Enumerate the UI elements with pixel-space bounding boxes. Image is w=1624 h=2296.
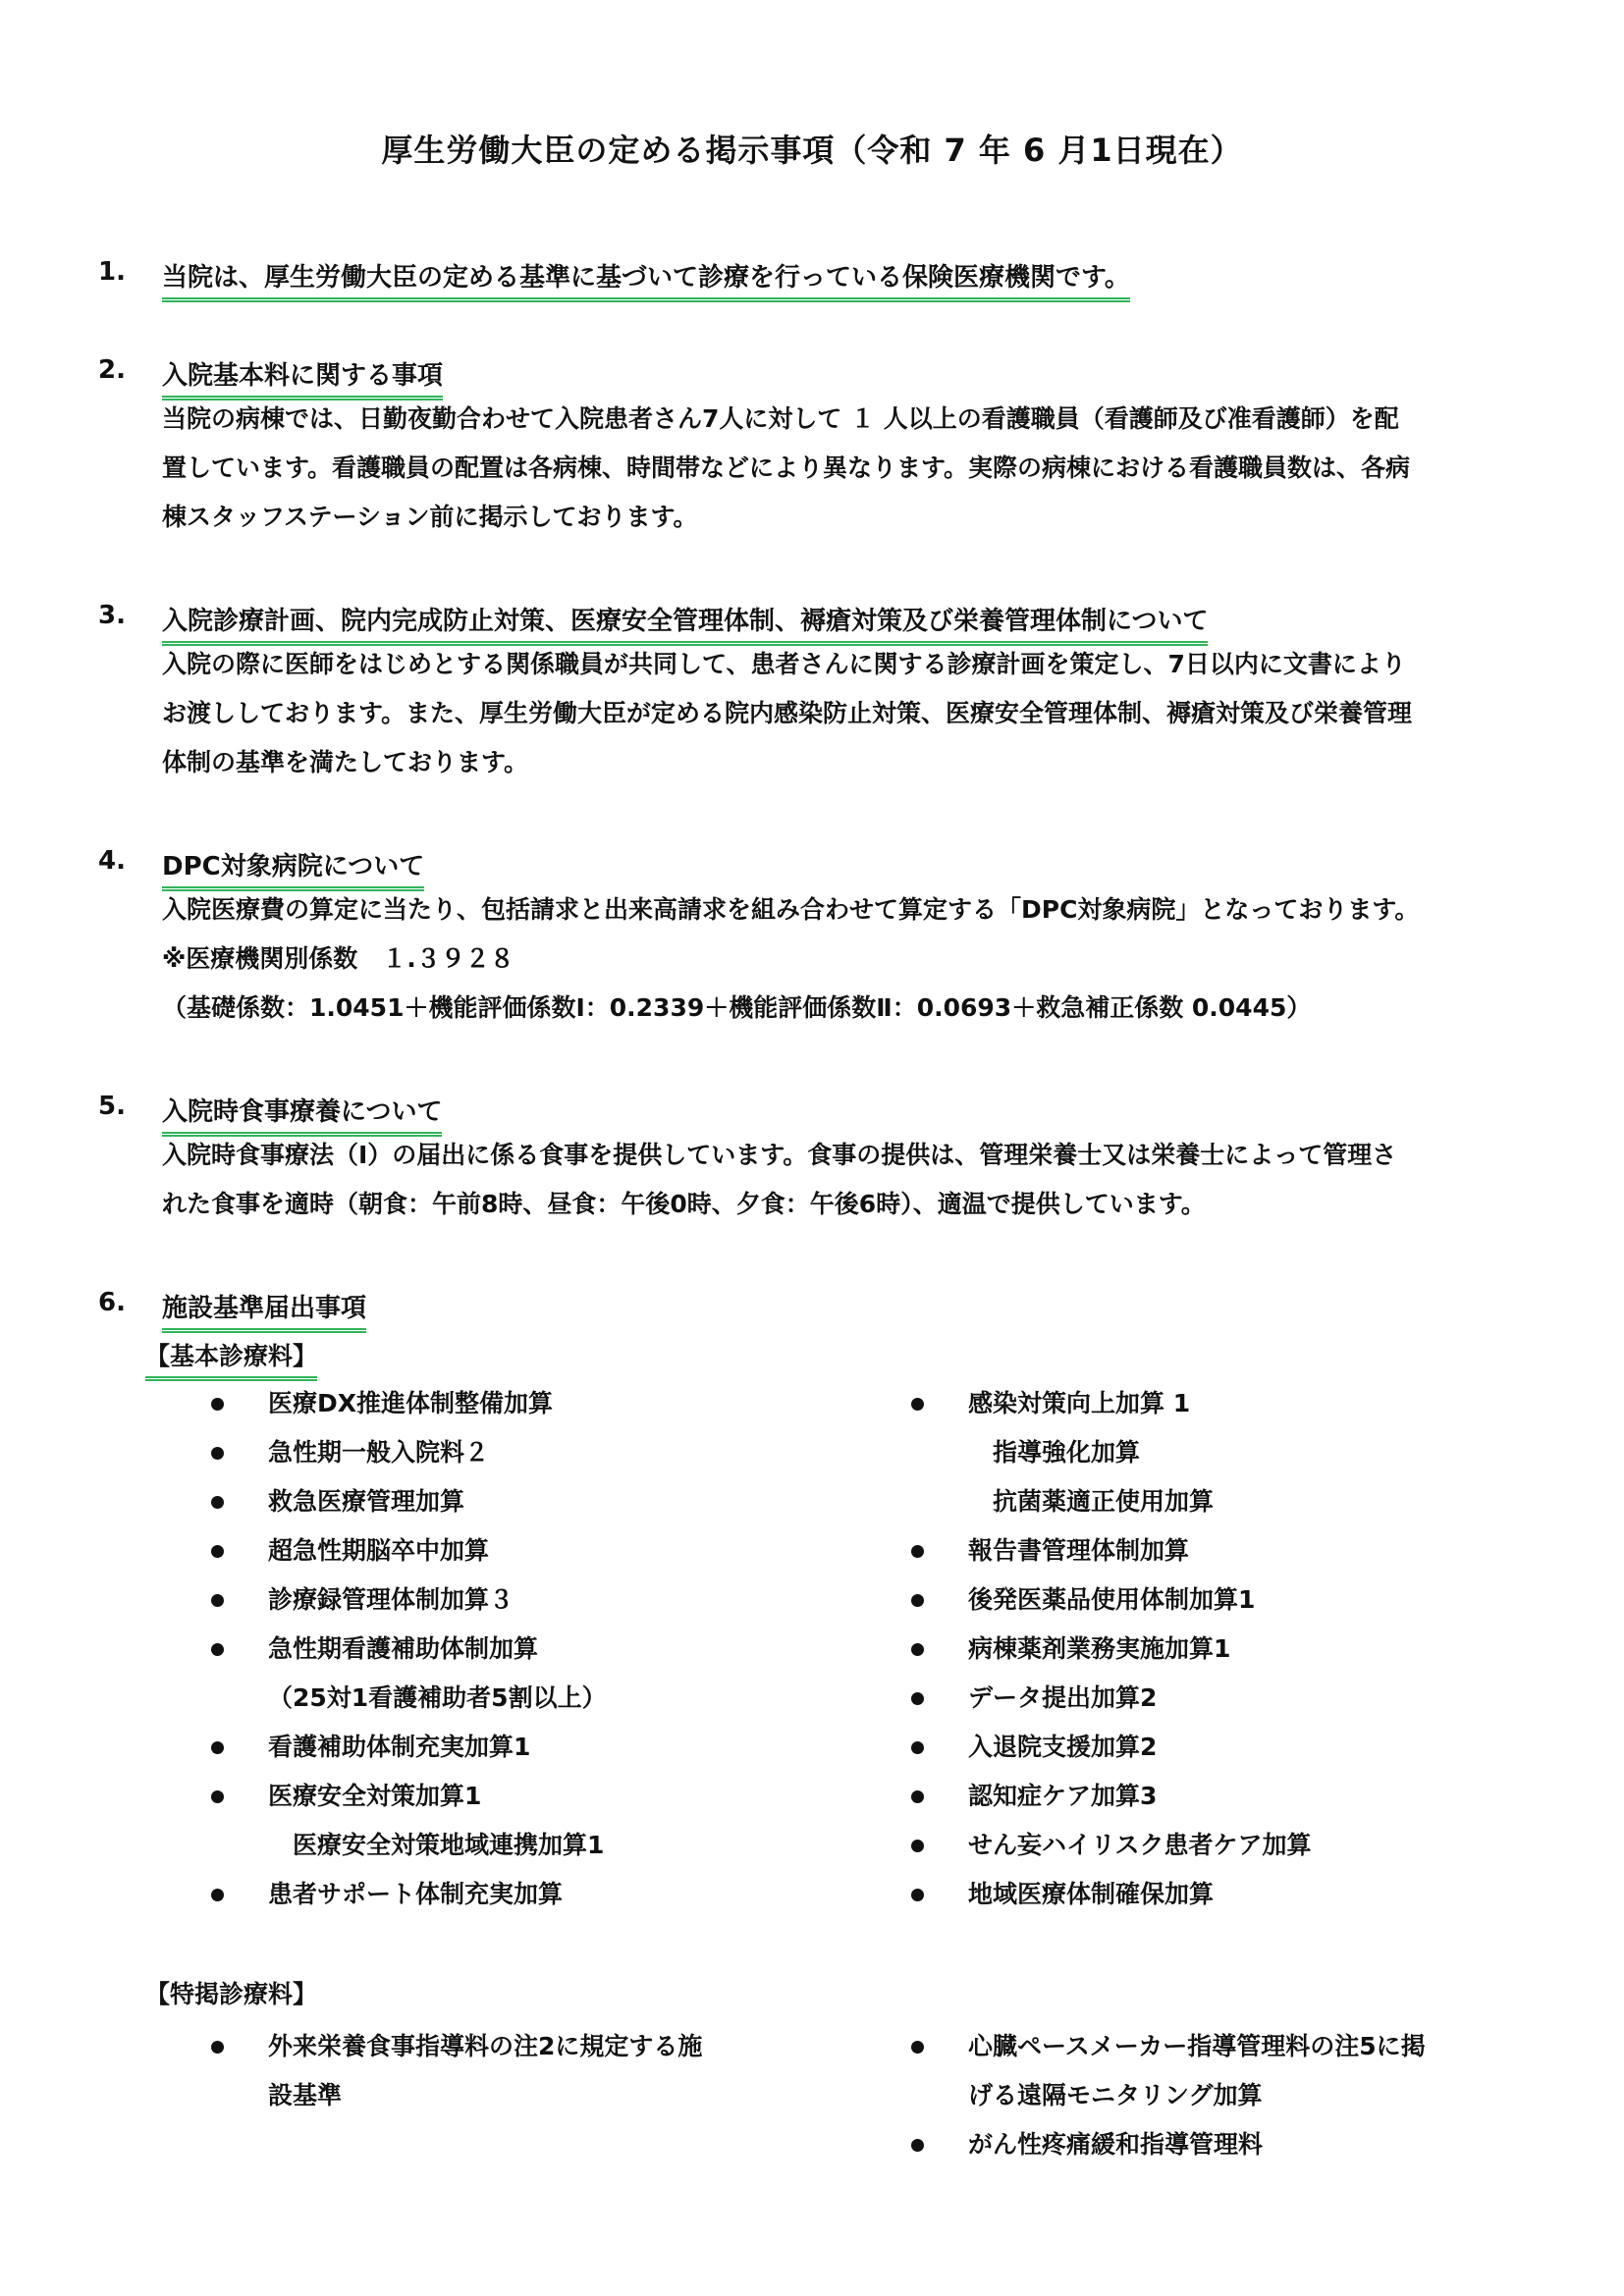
section-5-line: れた食事を適時（朝食：午前8時、昼食：午後0時、夕食：午後6時）、適温で提供しています。 <box>162 1190 1206 1218</box>
section-6-number: 6. <box>98 1288 126 1317</box>
section-4-body <box>162 885 1537 1033</box>
section-2-body <box>162 395 1537 542</box>
bullet-icon <box>211 1594 224 1607</box>
section-1-heading: 当院は、厚生労働大臣の定める基準に基づいて診療を行っている保険医療機関です。 <box>162 257 1130 302</box>
bullet-icon <box>211 1447 224 1460</box>
section-4-line: 入院医療費の算定に当たり、包括請求と出来高請求を組み合わせて算定する「DPC対象病院」となっております。 <box>162 895 1420 924</box>
section-2-line: 棟スタッフステーション前に掲示しております。 <box>162 503 698 531</box>
section-4-line: ※医療機関別係数 １.３９２８ <box>162 944 514 973</box>
bullet-icon <box>911 1741 924 1754</box>
special-fee-label: 【特掲診療料】 <box>145 1980 318 2008</box>
section-5-number: 5. <box>98 1092 126 1121</box>
bullet-icon <box>211 1545 224 1558</box>
section-3-line: 入院の際に医師をはじめとする関係職員が共同して、患者さんに関する診療計画を策定し、7日以内に文書により <box>162 650 1406 678</box>
document-page: 厚生労働大臣の定める掲示事項（令和 7 年 6 月1日現在） 1. 当院は、厚生労働大臣の定める基準に基づいて診療を行っている保険医療機関です。 2. 入院基本料に関する事項 当院の病棟では、日勤夜勤合わせて入院患者さん7人に対して １ 人以上の看護職員（看護師及び准看護師）を配 置しています。看護職員の配置は各病棟、時間帯などにより異なります。実際の病棟における看護職員数は、各病 棟スタッフステーション前に掲示しております。 3. 入院診療計画、院内完成防止対策、医療安全管理体制、褥瘡対策及び栄養管理体制について 入院の際に医師をはじめとする関係職員が共同して、患者さんに関する診療計画を策定し、7日以内に文書により お渡ししております。また、厚生労働大臣が定める院内感染防止対策、医療安全管理体制、褥瘡対策及び栄養管理 体制の基準を満たしております。 4. DPC対象病院について 入院医療費の算定に当たり、包括請求と出来高請求を組み合わせて算定する「DPC対象病院」となっております。 ※医療機関別係数 １.３９２８ （基礎係数：1.0451＋機能評価係数Ⅰ：0.2339＋機能評価係数Ⅱ：0.0693＋救急補正係数 0.0445） 5. 入院時食事療養について 入院時食事療法（Ⅰ）の届出に係る食事を提供しています。食事の提供は、管理栄養士又は栄養士によって管理さ れた食事を適時（朝食：午前8時、昼食：午後0時、夕食：午後6時）、適温で提供しています。 6. 施設基準届出事項 【基本診療料】 医療DX推進体制整備加算 急性期一般入院料２ 救急医療管理加算 超急性期脳卒中加算 診療録管理体制加算３ 急性期看護補助体制加算 （25対1看護補助者5割以上） 看護補助体制充実加算1 医療安全対策加算1 医療安全対策地域連携加算1 患者サポート体制充実加算 感染対策向上加算 1 指導強化加算 抗菌薬適正使用加算 報告書管理体制加算 後発医薬品使用体制加算1 病棟薬剤業務実施加算1 データ提出加算2 入退院支援加算2 認知症ケア加算3 せん妄ハイリスク患者ケア加算 地域医療体制確保加算 【特掲診療料】 外来栄養食事指導料の注2に規定する施 設基準 心臓ペースメーカー指導管理料の注5に掲 げる遠隔モニタリング加算 がん性疼痛緩和指導管理料 <box>0 0 1624 2296</box>
section-4-number: 4. <box>98 846 126 876</box>
section-5-body <box>162 1131 1537 1229</box>
section-5-heading: 入院時食事療養について <box>162 1092 442 1137</box>
section-1-number: 1. <box>98 257 126 287</box>
bullet-icon <box>211 1741 224 1754</box>
bullet-icon <box>911 2041 924 2054</box>
section-5-line: 入院時食事療法（Ⅰ）の届出に係る食事を提供しています。食事の提供は、管理栄養士又は栄養士によって管理さ <box>162 1141 1397 1169</box>
section-3-heading: 入院診療計画、院内完成防止対策、医療安全管理体制、褥瘡対策及び栄養管理体制について <box>162 601 1208 646</box>
bullet-icon <box>911 2139 924 2152</box>
bullet-icon <box>911 1889 924 1901</box>
bullet-icon <box>211 1496 224 1509</box>
section-6-heading: 施設基準届出事項 <box>162 1288 366 1333</box>
section-3-line: 体制の基準を満たしております。 <box>162 748 529 776</box>
section-2-line: 当院の病棟では、日勤夜勤合わせて入院患者さん7人に対して １ 人以上の看護職員（看護師及び准看護師）を配 <box>162 404 1399 433</box>
section-3-line: お渡ししております。また、厚生労働大臣が定める院内感染防止対策、医療安全管理体制、褥瘡対策及び栄養管理 <box>162 699 1413 727</box>
section-2-line: 置しています。看護職員の配置は各病棟、時間帯などにより異なります。実際の病棟における看護職員数は、各病 <box>162 454 1411 482</box>
section-4-heading: DPC対象病院について <box>162 846 424 891</box>
bullet-icon <box>211 1398 224 1411</box>
bullet-icon <box>911 1545 924 1558</box>
section-3-number: 3. <box>98 601 126 630</box>
bullet-icon <box>911 1398 924 1411</box>
section-3-body <box>162 640 1537 787</box>
bullet-icon <box>911 1840 924 1852</box>
section-2-heading: 入院基本料に関する事項 <box>162 355 443 400</box>
basic-fee-label: 【基本診療料】 <box>145 1337 317 1381</box>
bullet-icon <box>211 1790 224 1803</box>
bullet-icon <box>911 1643 924 1656</box>
bullet-icon <box>911 1594 924 1607</box>
page-title: 厚生労働大臣の定める掲示事項（令和 7 年 6 月1日現在） <box>381 132 1243 169</box>
bullet-icon <box>911 1692 924 1705</box>
bullet-icon <box>211 1889 224 1901</box>
bullet-icon <box>911 1790 924 1803</box>
section-4-line: （基礎係数：1.0451＋機能評価係数Ⅰ：0.2339＋機能評価係数Ⅱ：0.0693＋救急補正係数 0.0445） <box>162 993 1312 1022</box>
bullet-icon <box>211 1643 224 1656</box>
bullet-icon <box>211 2041 224 2054</box>
section-2-number: 2. <box>98 355 126 385</box>
